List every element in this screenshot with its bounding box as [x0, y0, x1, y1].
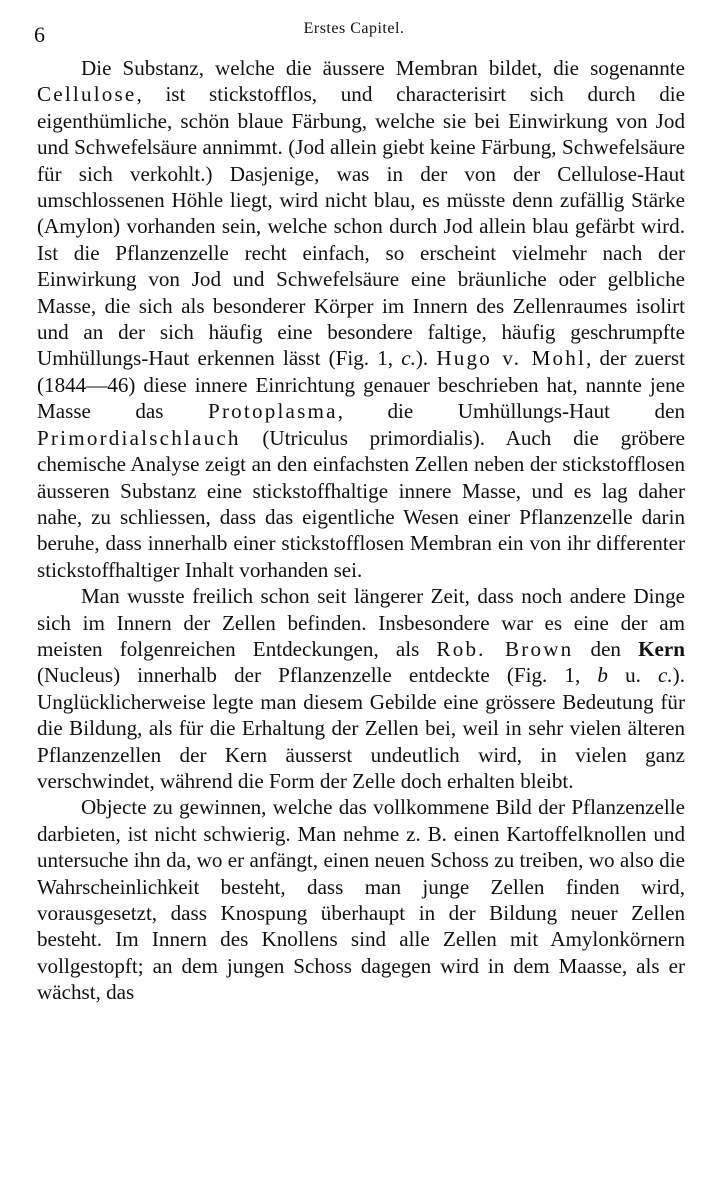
emphasized-name: Protoplasma: [208, 399, 338, 424]
text-segment: den: [573, 636, 639, 661]
figure-reference: b: [597, 663, 608, 688]
text-segment: , die Umhüllungs-Haut den: [337, 399, 685, 424]
page-header: [0, 16, 708, 48]
text-segment: Die Substanz, welche die äussere Membran bildet, die sogenannte: [81, 56, 685, 80]
paragraph: [37, 583, 685, 794]
text-segment: ).: [415, 346, 437, 371]
paragraph: [37, 794, 685, 1005]
text-segment: , der zuerst (1844—46) diese innere Einrichtung genauer beschrieben hat, nannte jene Masse das: [37, 346, 685, 424]
text-segment: u.: [607, 663, 659, 688]
text-segment: (Nucleus) innerhalb der Pflanzenzelle entdeckte (Fig. 1,: [37, 663, 598, 688]
text-segment: Man wusste freilich schon seit längerer Zeit, dass noch andere Dinge sich im Innern der Zellen befinden. Insbesondere war es eine der am meisten folgenreichen Entdeckungen, als: [37, 584, 685, 661]
figure-reference: c.: [658, 663, 673, 688]
emphasized-name: Rob. Brown: [436, 636, 574, 661]
text-segment: Kern: [638, 636, 685, 661]
emphasized-name: Primordialschlauch: [37, 425, 241, 450]
page-number: 6: [34, 22, 45, 47]
paragraph: [37, 55, 685, 583]
emphasized-name: Cellulose: [37, 82, 137, 107]
running-title: Erstes Capitel.: [303, 20, 405, 37]
body-text: [37, 55, 685, 1006]
text-segment: (Utriculus primordialis). Auch die gröbere chemische Analyse zeigt an den einfachsten Zellen neben der stickstofflosen äusseren Substanz eine stickstoffhaltige innere Masse, und es lag daher nahe, zu schliessen, dass das eigentliche Wesen einer Pflanzenzelle darin beruhe, dass innerhalb einer stickstofflosen Membran ein von ihr differenter stickstoffhaltiger Inhalt vorhanden sei.: [37, 425, 685, 582]
figure-reference: c.: [401, 346, 416, 371]
text-segment: , ist stickstofflos, und characterisirt sich durch die eigenthümliche, schön blaue Färbung, welche sie bei Einwirkung von Jod und Schwefelsäure annimmt. (Jod allein giebt keine Färbung, Schwefelsäure für sich verkohlt.) Dasjenige, was in der von der Cellulose-Haut umschlossenen Höhle liegt, wird nicht blau, es müsste denn zufällig Stärke (Amylon) vorhanden sein, welche schon durch Jod allein blau gefärbt wird. Ist die Pflanzenzelle recht einfach, so erscheint vielmehr nach der Einwirkung von Jod und Schwefelsäure eine bräunliche oder gelbliche Masse, die sich als besonderer Körper im Innern des Zellenraumes isolirt und an der sich häufig eine besondere faltige, häufig geschrumpfte Umhüllungs-Haut erkennen lässt (Fig. 1,: [37, 82, 685, 371]
text-segment: Objecte zu gewinnen, welche das vollkommene Bild der Pflanzenzelle darbieten, ist nicht schwierig. Man nehme z. B. einen Kartoffelknollen und untersuche ihn da, wo er anfängt, einen neuen Schoss zu treiben, wo also die Wahrscheinlichkeit besteht, dass man junge Zellen finden wird, vorausgesetzt, dass Knospung überhaupt in der Bildung neuer Zellen besteht. Im Innern des Knollens sind alle Zellen mit Amylonkörnern vollgestopft; an dem jungen Schoss dagegen wird in dem Maasse, als er wächst, das: [37, 795, 685, 1005]
emphasized-name: Hugo v. Mohl: [436, 346, 587, 371]
text-segment: ). Unglücklicherweise legte man diesem Gebilde eine grössere Bedeutung für die Bildung, als für die Erhaltung der Zellen bei, weil in sehr vielen älteren Pflanzenzellen der Kern äusserst undeutlich wird, in vielen ganz verschwindet, während die Form der Zelle doch erhalten bleibt.: [37, 663, 685, 793]
